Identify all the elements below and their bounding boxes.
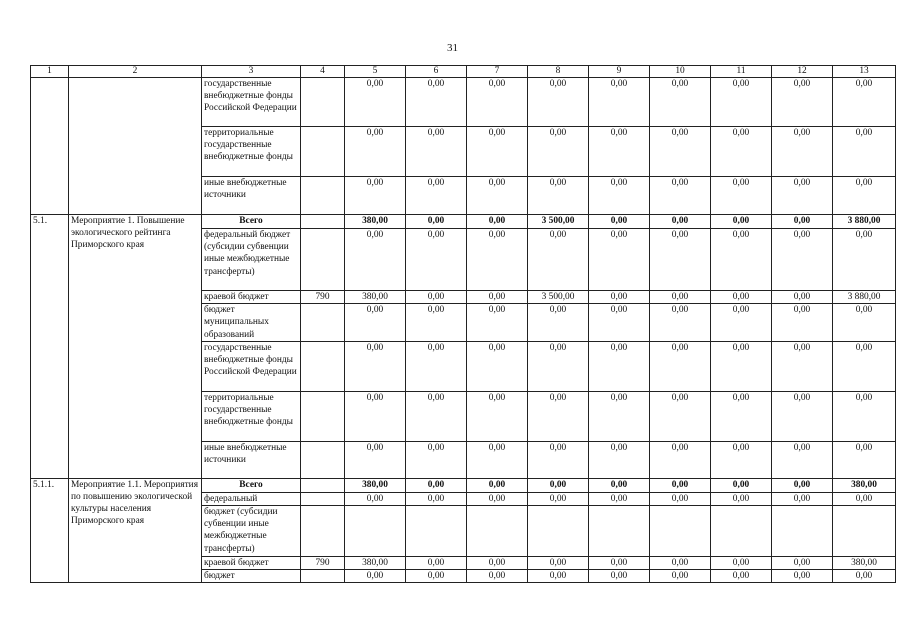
value-cell: 0,00 [589,557,650,570]
funding-source: иные внебюджетные источники [202,177,301,215]
code-cell [301,492,345,505]
col-header: 3 [202,66,301,78]
value-cell: 0,00 [833,391,896,441]
header-row [31,66,896,78]
funding-source: иные внебюджетные источники [202,441,301,478]
value-cell: 0,00 [589,478,650,492]
col-header: 6 [406,66,467,78]
value-cell: 0,00 [467,570,528,583]
value-cell: 0,00 [467,341,528,391]
value-cell: 380,00 [345,291,406,304]
table-row [31,478,896,492]
value-cell: 0,00 [833,492,896,505]
col-header: 4 [301,66,345,78]
value-cell: 0,00 [406,78,467,127]
col-header: 11 [711,66,772,78]
value-cell: 0,00 [589,291,650,304]
value-cell [467,506,528,557]
col-header: 9 [589,66,650,78]
item-number-cell: 5.1. [31,215,69,479]
value-cell: 0,00 [772,177,833,215]
value-cell: 0,00 [772,478,833,492]
value-cell: 0,00 [711,177,772,215]
value-cell: 0,00 [711,441,772,478]
value-cell: 0,00 [711,78,772,127]
funding-source-total: Всего [202,215,301,229]
item-name-cell: Мероприятие 1. Повышение экологического рейтинга Приморского края [69,215,202,479]
value-cell: 0,00 [711,570,772,583]
value-cell: 0,00 [650,391,711,441]
value-cell: 0,00 [406,341,467,391]
value-cell: 0,00 [528,441,589,478]
item-number-cell: 5.1.1. [31,478,69,583]
value-cell: 0,00 [833,441,896,478]
value-cell: 0,00 [467,177,528,215]
value-cell: 0,00 [650,229,711,291]
value-cell: 0,00 [833,177,896,215]
value-cell: 0,00 [589,441,650,478]
value-cell: 0,00 [528,177,589,215]
value-cell: 0,00 [528,304,589,342]
code-cell [301,506,345,557]
value-cell: 0,00 [772,304,833,342]
value-cell: 0,00 [772,492,833,505]
value-cell: 0,00 [345,127,406,177]
value-cell: 0,00 [772,341,833,391]
value-cell: 0,00 [772,441,833,478]
code-cell: 790 [301,291,345,304]
budget-table [30,65,896,583]
value-cell: 0,00 [711,478,772,492]
funding-source: территориальные государственные внебюджетные фонды [202,127,301,177]
code-cell [301,441,345,478]
col-header: 2 [69,66,202,78]
value-cell: 3 500,00 [528,291,589,304]
code-cell [301,391,345,441]
value-cell [772,506,833,557]
value-cell: 0,00 [467,304,528,342]
funding-source-total: Всего [202,478,301,492]
value-cell: 0,00 [589,215,650,229]
value-cell: 0,00 [406,291,467,304]
value-cell: 0,00 [406,391,467,441]
value-cell [528,506,589,557]
col-header: 12 [772,66,833,78]
value-cell: 0,00 [772,570,833,583]
value-cell: 0,00 [406,557,467,570]
value-cell: 0,00 [345,441,406,478]
value-cell: 0,00 [528,391,589,441]
funding-source: бюджет [202,570,301,583]
value-cell: 0,00 [467,215,528,229]
value-cell: 0,00 [528,78,589,127]
value-cell: 380,00 [345,215,406,229]
value-cell [711,506,772,557]
value-cell: 0,00 [467,492,528,505]
value-cell: 0,00 [711,304,772,342]
col-header: 7 [467,66,528,78]
value-cell: 0,00 [711,291,772,304]
value-cell: 0,00 [711,229,772,291]
value-cell [345,506,406,557]
value-cell: 0,00 [528,229,589,291]
value-cell: 380,00 [833,478,896,492]
page-number: 31 [447,42,458,54]
value-cell: 0,00 [406,570,467,583]
value-cell: 0,00 [406,177,467,215]
value-cell: 0,00 [345,177,406,215]
value-cell: 0,00 [772,215,833,229]
value-cell: 0,00 [650,441,711,478]
value-cell: 0,00 [406,127,467,177]
value-cell: 0,00 [650,177,711,215]
value-cell: 0,00 [650,478,711,492]
value-cell: 0,00 [833,78,896,127]
value-cell: 0,00 [528,341,589,391]
value-cell: 0,00 [589,127,650,177]
item-name-cell: Мероприятие 1.1. Мероприятия по повышению экологической культуры населения Приморского края [69,478,202,583]
value-cell: 0,00 [833,570,896,583]
funding-source: государственные внебюджетные фонды Российской Федерации [202,78,301,127]
funding-source: федеральный бюджет (субсидии субвенции иные межбюджетные трансферты) [202,229,301,291]
code-cell [301,78,345,127]
value-cell [406,506,467,557]
value-cell: 3 880,00 [833,291,896,304]
value-cell: 0,00 [589,78,650,127]
table-row [31,78,896,127]
code-cell [301,215,345,229]
value-cell: 0,00 [589,570,650,583]
value-cell: 0,00 [772,557,833,570]
value-cell: 0,00 [650,127,711,177]
col-header: 1 [31,66,69,78]
value-cell: 0,00 [650,557,711,570]
value-cell: 0,00 [833,127,896,177]
value-cell: 0,00 [650,78,711,127]
col-header: 10 [650,66,711,78]
value-cell: 0,00 [589,177,650,215]
value-cell: 0,00 [650,291,711,304]
value-cell: 380,00 [345,557,406,570]
value-cell: 0,00 [345,229,406,291]
funding-source: краевой бюджет [202,291,301,304]
value-cell: 0,00 [711,492,772,505]
funding-source: краевой бюджет [202,557,301,570]
value-cell [833,506,896,557]
value-cell: 0,00 [528,127,589,177]
value-cell: 0,00 [467,391,528,441]
value-cell: 0,00 [345,391,406,441]
value-cell: 0,00 [650,570,711,583]
value-cell: 0,00 [345,570,406,583]
value-cell: 0,00 [711,127,772,177]
value-cell: 0,00 [589,492,650,505]
value-cell: 0,00 [650,492,711,505]
value-cell: 0,00 [345,304,406,342]
value-cell: 0,00 [711,391,772,441]
col-header: 5 [345,66,406,78]
code-cell [301,478,345,492]
value-cell: 0,00 [467,557,528,570]
value-cell: 0,00 [528,478,589,492]
value-cell: 0,00 [589,229,650,291]
value-cell: 0,00 [467,291,528,304]
col-header: 13 [833,66,896,78]
value-cell: 0,00 [467,478,528,492]
table-row [31,215,896,229]
code-cell [301,570,345,583]
value-cell: 0,00 [711,557,772,570]
value-cell: 0,00 [650,304,711,342]
item-name-cell [69,78,202,215]
value-cell: 0,00 [833,341,896,391]
value-cell: 3 500,00 [528,215,589,229]
value-cell: 0,00 [345,341,406,391]
value-cell: 0,00 [406,304,467,342]
value-cell: 380,00 [833,557,896,570]
col-header: 8 [528,66,589,78]
code-cell [301,304,345,342]
value-cell: 0,00 [833,304,896,342]
value-cell: 0,00 [406,492,467,505]
item-number-cell [31,78,69,215]
value-cell: 0,00 [345,492,406,505]
value-cell: 0,00 [467,229,528,291]
value-cell: 0,00 [406,478,467,492]
value-cell: 0,00 [772,127,833,177]
value-cell: 0,00 [528,492,589,505]
value-cell [589,506,650,557]
value-cell: 0,00 [528,557,589,570]
value-cell: 0,00 [772,229,833,291]
value-cell: 0,00 [772,78,833,127]
value-cell: 0,00 [589,391,650,441]
code-cell [301,229,345,291]
value-cell: 0,00 [467,127,528,177]
funding-source: бюджет муниципальных образований [202,304,301,342]
value-cell: 0,00 [650,341,711,391]
value-cell: 0,00 [833,229,896,291]
value-cell: 0,00 [406,215,467,229]
value-cell [650,506,711,557]
value-cell: 0,00 [772,291,833,304]
value-cell: 0,00 [650,215,711,229]
code-cell [301,177,345,215]
value-cell: 0,00 [772,391,833,441]
value-cell: 0,00 [406,441,467,478]
value-cell: 0,00 [589,304,650,342]
funding-source: федеральный [202,492,301,505]
value-cell: 0,00 [467,441,528,478]
value-cell: 3 880,00 [833,215,896,229]
value-cell: 0,00 [345,78,406,127]
funding-source: бюджет (субсидии субвенции иные межбюджетные трансферты) [202,506,301,557]
code-cell [301,341,345,391]
value-cell: 0,00 [406,229,467,291]
value-cell: 0,00 [589,341,650,391]
value-cell: 0,00 [528,570,589,583]
funding-source: государственные внебюджетные фонды Российской Федерации [202,341,301,391]
code-cell [301,127,345,177]
code-cell: 790 [301,557,345,570]
funding-source: территориальные государственные внебюджетные фонды [202,391,301,441]
value-cell: 0,00 [711,215,772,229]
value-cell: 380,00 [345,478,406,492]
value-cell: 0,00 [467,78,528,127]
value-cell: 0,00 [711,341,772,391]
